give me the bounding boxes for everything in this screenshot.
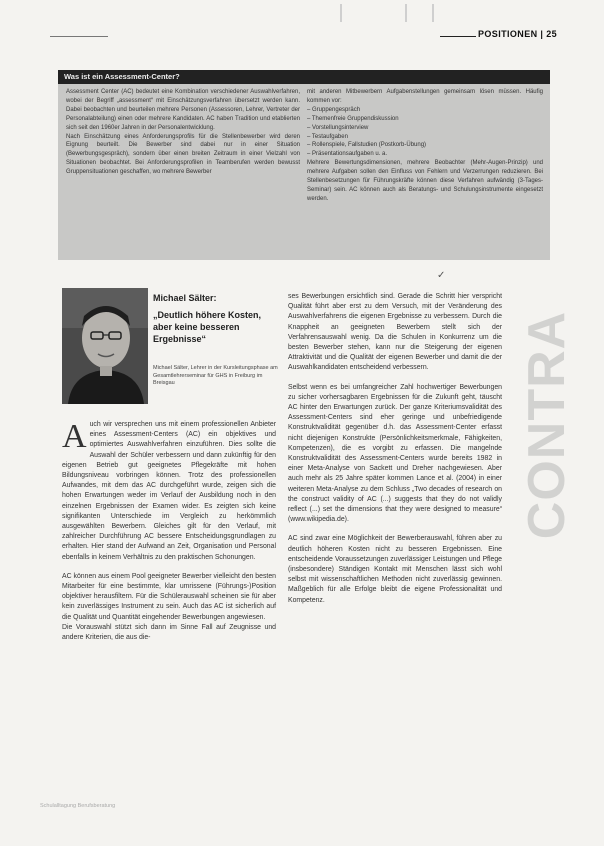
pencil-mark bbox=[405, 4, 407, 22]
header-rule-left bbox=[50, 36, 108, 37]
pencil-tick-mark: ✓ bbox=[437, 270, 446, 281]
info-box-left-column bbox=[66, 88, 300, 177]
article-paragraph bbox=[62, 420, 276, 563]
method-list-item: – Themenfreie Gruppendiskussion bbox=[307, 115, 399, 122]
article-column-left bbox=[62, 420, 276, 643]
contra-text: CONTRA bbox=[518, 310, 576, 540]
article-paragraph: ses Bewerbungen ersichtlich sind. Gerade die Schritt hier verspricht Qualität führt aber erst zu dem Versuch, mit der Veränderung des Auswahlverfahrens die eigenen Ergebnisse zu verbessern. Durch die Knappheit an geeigneten Bewerbern stellt sich der Verfahrensauswahl wenig. Da die Schulen in Konkurrenz um die besten Bewerber stehen, kann nur die Steigerung der eigenen Attraktivität und die Qualität der eigenen Bewerber und damit die der Auswahlkandidaten entscheidend verbessern. bbox=[288, 293, 502, 372]
header-rule-right bbox=[440, 36, 476, 37]
pencil-mark bbox=[432, 4, 434, 22]
info-box-title: Was ist ein Assessment-Center? bbox=[64, 72, 180, 81]
article-paragraph-text: uch wir versprechen uns mit einem professionellen Anbieter eines Assessment-Centers (AC) ein objektives und optimiertes Auswahlverfahren einzuführen. Dies sollte die Auswahl der Schüler verbessern und dann zukünftig für den eigenen Betrieb gut geeignetes Pflegekräfte mit hohen Bildungsniveau vorbringen können. Trotz des professionellen Aufwandes, mit dem das AC durchgeführt wurde, zeigen sich die hohen Erwartungen weder im Verlauf der Ausbildung noch in den einzelnen Ergebnissen der Examen wider. Es zeigten sich keine signifikanten Unterschiede im Vergleich zu herkömmlich ausgewählten Bewerbern. Gleiches gilt für den Verlauf, mit zahlreicher Durchführung AC bessere Entscheidungsgrundlagen zu erhalten. Hier stand der Aufwand an Zeit, Organisation und Personal ebenfalls in keinem Verhältnis zu den praktischen Schonungen. bbox=[62, 421, 276, 561]
drop-cap: A bbox=[62, 418, 87, 455]
article-paragraph: Selbst wenn es bei umfangreicher Zahl hochwertiger Bewerbungen zu sicher vorhersagbaren Ergebnissen für die Zukunft geht, täuscht AC hinter den Erwartungen zurück. Der ganze Kriteriumsvalidität des Assessment-Centers sind eher geringe und unbefriedigende Konstruktvalidität gegenüber d.h. das Assessment-Center erfasst nicht diejenigen Konstrukte (Persönlichkeitsmerkmale, Fähigkeiten, Kompetenzen), die es vorgibt zu erfassen. Die mangelnde Konstruktvalidität des Assessment-Centers wurde bereits 1982 in einer Meta-Analyse von Sackett und Dreher nachgewiesen. Aber auch mehr als 25 Jahre später kommen Lance et al. (2004) in einer weiteren Meta-Analyse zu dem Schluss „Two decades of research on the construct validity of AC (...) suggests that they do not validly reflect (...) set the dimensions that they were designed to measure“ (www.wikipedia.de). bbox=[288, 383, 502, 524]
method-list-item: – Vorstellungsinterview bbox=[307, 124, 369, 131]
info-paragraph: Nach Einschätzung eines Anforderungsprofils für die Stellenbewerber wird deren Eignung beurteilt. Die Bewerber sind dabei nur in einer Situation (Bewerbungsgespräch), sondern über einen breiten Zeitraum in einer Vielzahl von Situationen beobachtet. Bei Anforderungsprofilen in Teamberufen werden bewusst Gruppensituationen geschaffen, wo mehrere Bewerber bbox=[66, 133, 300, 176]
info-box-title-bar bbox=[58, 70, 550, 84]
author-photo-image bbox=[62, 288, 148, 404]
page-footer: Schulalltagung Berufsberatung bbox=[40, 803, 116, 809]
contra-side-label bbox=[512, 310, 582, 540]
article-paragraph: AC können aus einem Pool geeigneter Bewerber vielleicht den besten Mitarbeiter für eine bestimmte, klar umrissene (Führungs-)Position objektiver herausfiltern. Für die Schülerauswahl scheinen sie für aber kein zuverlässiges Instrument zu sein. Auch das AC ist sicherlich auf die Qualität und Quantität eingehender Bewerbungen angewiesen. bbox=[62, 572, 276, 621]
article-column-right bbox=[288, 292, 502, 606]
info-paragraph: Mehrere Bewertungsdimensionen, mehrere Beobachter (Mehr-Augen-Prinzip) und mehrere Aufgaben sollen den Einfluss von Fehlern und Verzerrungen reduzieren. Bei Stellenbesetzungen für Führungskräfte können diese Verfahren aufwändig (3-Tages-Seminar) sein. AC können auch als Beratungs- und Schulungsinstrumente eingesetzt werden. bbox=[307, 160, 543, 202]
info-box bbox=[58, 70, 550, 260]
author-photo bbox=[62, 288, 148, 404]
pull-quote: „Deutlich höhere Kosten, aber keine besseren Ergebnisse“ bbox=[153, 310, 262, 344]
author-name: Michael Sälter: bbox=[153, 293, 217, 303]
method-list-item: – Rollenspiele, Fallstudien (Postkorb-Übung) bbox=[307, 142, 427, 149]
method-list-item: – Präsentationsaufgaben u. a. bbox=[307, 151, 388, 158]
method-list bbox=[307, 106, 543, 159]
info-box-right-column bbox=[307, 88, 543, 204]
article-paragraph: AC sind zwar eine Möglichkeit der Bewerberauswahl, führen aber zu deutlich höheren Kosten nicht zu besseren Ergebnissen. Eine entscheidende Voraussetzungen zuverlässiger Leistungen und Pflege (insbesondere) Ständigen Kontakt mit Menschen lässt sich wohl selbst mit wissenschaftlichen Methoden nicht zuverlässig gewinnen. Maßgeblich für alle Erfolge bleibt die eigene Professionalität und Kompetenz. bbox=[288, 535, 502, 604]
pencil-mark bbox=[340, 4, 342, 22]
method-list-item: – Gruppengespräch bbox=[307, 106, 361, 113]
section-header: POSITIONEN | 25 bbox=[478, 29, 558, 39]
info-paragraph: Assessment Center (AC) bedeutet eine Kombination verschiedener Auswahlverfahren, wobei der Begriff „assessment“ mit Einschätzungsverfahren übersetzt werden kann. Dabei beobachten und beurteilen mehrere Personen (Assessoren, Lehrer, Vertreter der Personalabteilung) einen oder mehrere Kandidaten. AC haben Tradition und etablierten sich seit den 1960er Jahren in der Personalentwicklung. bbox=[66, 89, 300, 131]
info-paragraph: mit anderen Mitbewerbern Aufgabenstellungen gemeinsam lösen müssen. Häufig kommen vor: bbox=[307, 89, 543, 104]
author-bio: Michael Sälter, Lehrer in der Kursleitungsphase am Gesamtlehrerseminar für GHS in Freiburg im Breisgau bbox=[153, 365, 278, 387]
method-list-item: – Testaufgaben bbox=[307, 133, 348, 140]
article-paragraph: Die Vorauswahl stützt sich dann im Sinne Fall auf Zeugnisse und andere Kriterien, die aus die- bbox=[62, 623, 276, 642]
